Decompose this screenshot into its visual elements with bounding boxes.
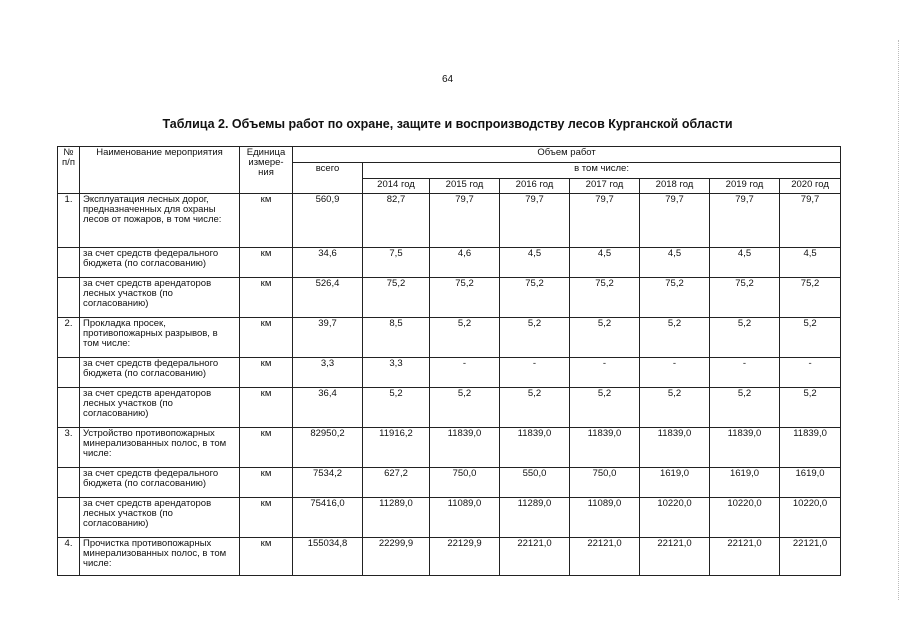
year-value-cell: 75,2 xyxy=(363,278,430,318)
year-value-cell: - xyxy=(640,358,710,388)
table-row xyxy=(58,388,841,428)
total-value-cell: 7534,2 xyxy=(293,468,363,498)
table-row xyxy=(58,538,841,576)
year-value-cell: 1619,0 xyxy=(710,468,780,498)
unit-cell: км xyxy=(240,278,293,318)
row-number xyxy=(58,498,80,538)
year-value-cell: 22129,9 xyxy=(430,538,500,576)
year-value-cell: 750,0 xyxy=(570,468,640,498)
table-header xyxy=(58,147,841,194)
activity-name: Эксплуатация лесных дорог, предназначенных для охраны лесов от пожаров, в том числе: xyxy=(80,194,240,248)
year-value-cell: 10220,0 xyxy=(640,498,710,538)
page-edge xyxy=(898,40,899,600)
year-value-cell: 5,2 xyxy=(710,318,780,358)
year-value-cell: 11839,0 xyxy=(710,428,780,468)
year-value-cell: 5,2 xyxy=(363,388,430,428)
total-value-cell: 560,9 xyxy=(293,194,363,248)
row-number: 3. xyxy=(58,428,80,468)
unit-cell: км xyxy=(240,538,293,576)
unit-cell: км xyxy=(240,498,293,538)
year-value-cell: - xyxy=(780,358,841,388)
header-including: в том числе: xyxy=(363,163,841,179)
year-value-cell: 5,2 xyxy=(430,388,500,428)
header-year: 2016 год xyxy=(500,179,570,194)
table-title: Таблица 2. Объемы работ по охране, защите и воспроизводству лесов Курганской области xyxy=(162,117,733,131)
year-value-cell: 1619,0 xyxy=(640,468,710,498)
activity-name: Устройство противопожарных минерализованных полос, в том числе: xyxy=(80,428,240,468)
total-value-cell: 82950,2 xyxy=(293,428,363,468)
total-value-cell: 155034,8 xyxy=(293,538,363,576)
year-value-cell: 5,2 xyxy=(570,388,640,428)
activity-name: за счет средств арендаторов лесных участков (по согласованию) xyxy=(80,498,240,538)
year-value-cell: 8,5 xyxy=(363,318,430,358)
year-value-cell: 79,7 xyxy=(500,194,570,248)
total-value-cell: 34,6 xyxy=(293,248,363,278)
year-value-cell: 627,2 xyxy=(363,468,430,498)
table-row xyxy=(58,468,841,498)
year-value-cell: 5,2 xyxy=(430,318,500,358)
table-row xyxy=(58,248,841,278)
year-value-cell: 3,3 xyxy=(363,358,430,388)
row-number: 2. xyxy=(58,318,80,358)
unit-cell: км xyxy=(240,468,293,498)
unit-cell: км xyxy=(240,428,293,468)
year-value-cell: 11289,0 xyxy=(363,498,430,538)
total-value-cell: 39,7 xyxy=(293,318,363,358)
page-number: 64 xyxy=(441,74,454,85)
table-row xyxy=(58,498,841,538)
unit-cell: км xyxy=(240,194,293,248)
year-value-cell: 11089,0 xyxy=(570,498,640,538)
year-value-cell: 4,5 xyxy=(710,248,780,278)
table-row xyxy=(58,194,841,248)
year-value-cell: - xyxy=(710,358,780,388)
row-number xyxy=(58,278,80,318)
year-value-cell: 5,2 xyxy=(570,318,640,358)
year-value-cell: 5,2 xyxy=(640,388,710,428)
year-value-cell: - xyxy=(570,358,640,388)
year-value-cell: 550,0 xyxy=(500,468,570,498)
year-value-cell: 4,5 xyxy=(500,248,570,278)
year-value-cell: 10220,0 xyxy=(780,498,841,538)
year-value-cell: 750,0 xyxy=(430,468,500,498)
year-value-cell: 5,2 xyxy=(710,388,780,428)
year-value-cell: 22121,0 xyxy=(570,538,640,576)
year-value-cell: 5,2 xyxy=(780,318,841,358)
works-volume-table xyxy=(57,146,841,576)
activity-name: за счет средств федерального бюджета (по согласованию) xyxy=(80,468,240,498)
year-value-cell: 22299,9 xyxy=(363,538,430,576)
activity-name: за счет средств федерального бюджета (по согласованию) xyxy=(80,248,240,278)
year-value-cell: 11839,0 xyxy=(780,428,841,468)
header-year: 2020 год xyxy=(780,179,841,194)
row-number xyxy=(58,358,80,388)
year-value-cell: 79,7 xyxy=(430,194,500,248)
header-total: всего xyxy=(293,163,363,194)
year-value-cell: 11839,0 xyxy=(500,428,570,468)
year-value-cell: 11289,0 xyxy=(500,498,570,538)
header-year: 2015 год xyxy=(430,179,500,194)
year-value-cell: 82,7 xyxy=(363,194,430,248)
total-value-cell: 36,4 xyxy=(293,388,363,428)
row-number xyxy=(58,468,80,498)
header-year: 2019 год xyxy=(710,179,780,194)
header-year: 2018 год xyxy=(640,179,710,194)
year-value-cell: 75,2 xyxy=(640,278,710,318)
activity-name: за счет средств арендаторов лесных участков (по согласованию) xyxy=(80,388,240,428)
year-value-cell: 79,7 xyxy=(710,194,780,248)
year-value-cell: 10220,0 xyxy=(710,498,780,538)
row-number: 4. xyxy=(58,538,80,576)
table-row xyxy=(58,318,841,358)
unit-cell: км xyxy=(240,358,293,388)
year-value-cell: 79,7 xyxy=(780,194,841,248)
year-value-cell: - xyxy=(430,358,500,388)
header-volume: Объем работ xyxy=(293,147,841,163)
year-value-cell: 22121,0 xyxy=(640,538,710,576)
year-value-cell: 7,5 xyxy=(363,248,430,278)
year-value-cell: 11839,0 xyxy=(430,428,500,468)
year-value-cell: 75,2 xyxy=(500,278,570,318)
year-value-cell: 79,7 xyxy=(640,194,710,248)
year-value-cell: 5,2 xyxy=(780,388,841,428)
year-value-cell: 5,2 xyxy=(640,318,710,358)
year-value-cell: 11089,0 xyxy=(430,498,500,538)
header-unit: Единица измере-ния xyxy=(240,147,293,194)
header-year: 2017 год xyxy=(570,179,640,194)
table-row xyxy=(58,358,841,388)
year-value-cell: 11916,2 xyxy=(363,428,430,468)
year-value-cell: 11839,0 xyxy=(640,428,710,468)
activity-name: за счет средств арендаторов лесных участков (по согласованию) xyxy=(80,278,240,318)
total-value-cell: 526,4 xyxy=(293,278,363,318)
row-number xyxy=(58,388,80,428)
year-value-cell: 22121,0 xyxy=(710,538,780,576)
year-value-cell: 75,2 xyxy=(780,278,841,318)
year-value-cell: 1619,0 xyxy=(780,468,841,498)
table-body xyxy=(58,194,841,576)
total-value-cell: 75416,0 xyxy=(293,498,363,538)
unit-cell: км xyxy=(240,318,293,358)
year-value-cell: 79,7 xyxy=(570,194,640,248)
unit-cell: км xyxy=(240,388,293,428)
year-value-cell: 4,6 xyxy=(430,248,500,278)
year-value-cell: 75,2 xyxy=(570,278,640,318)
header-num: № п/п xyxy=(58,147,80,194)
year-value-cell: 11839,0 xyxy=(570,428,640,468)
year-value-cell: 4,5 xyxy=(640,248,710,278)
header-year: 2014 год xyxy=(363,179,430,194)
activity-name: за счет средств федерального бюджета (по согласованию) xyxy=(80,358,240,388)
table-row xyxy=(58,278,841,318)
activity-name: Прочистка противопожарных минерализованных полос, в том числе: xyxy=(80,538,240,576)
year-value-cell: 75,2 xyxy=(710,278,780,318)
year-value-cell: - xyxy=(500,358,570,388)
activity-name: Прокладка просек, противопожарных разрывов, в том числе: xyxy=(80,318,240,358)
year-value-cell: 5,2 xyxy=(500,388,570,428)
year-value-cell: 4,5 xyxy=(780,248,841,278)
year-value-cell: 22121,0 xyxy=(780,538,841,576)
year-value-cell: 5,2 xyxy=(500,318,570,358)
year-value-cell: 4,5 xyxy=(570,248,640,278)
header-name: Наименование мероприятия xyxy=(80,147,240,194)
year-value-cell: 75,2 xyxy=(430,278,500,318)
year-value-cell: 22121,0 xyxy=(500,538,570,576)
table-row xyxy=(58,428,841,468)
total-value-cell: 3,3 xyxy=(293,358,363,388)
row-number xyxy=(58,248,80,278)
row-number: 1. xyxy=(58,194,80,248)
unit-cell: км xyxy=(240,248,293,278)
